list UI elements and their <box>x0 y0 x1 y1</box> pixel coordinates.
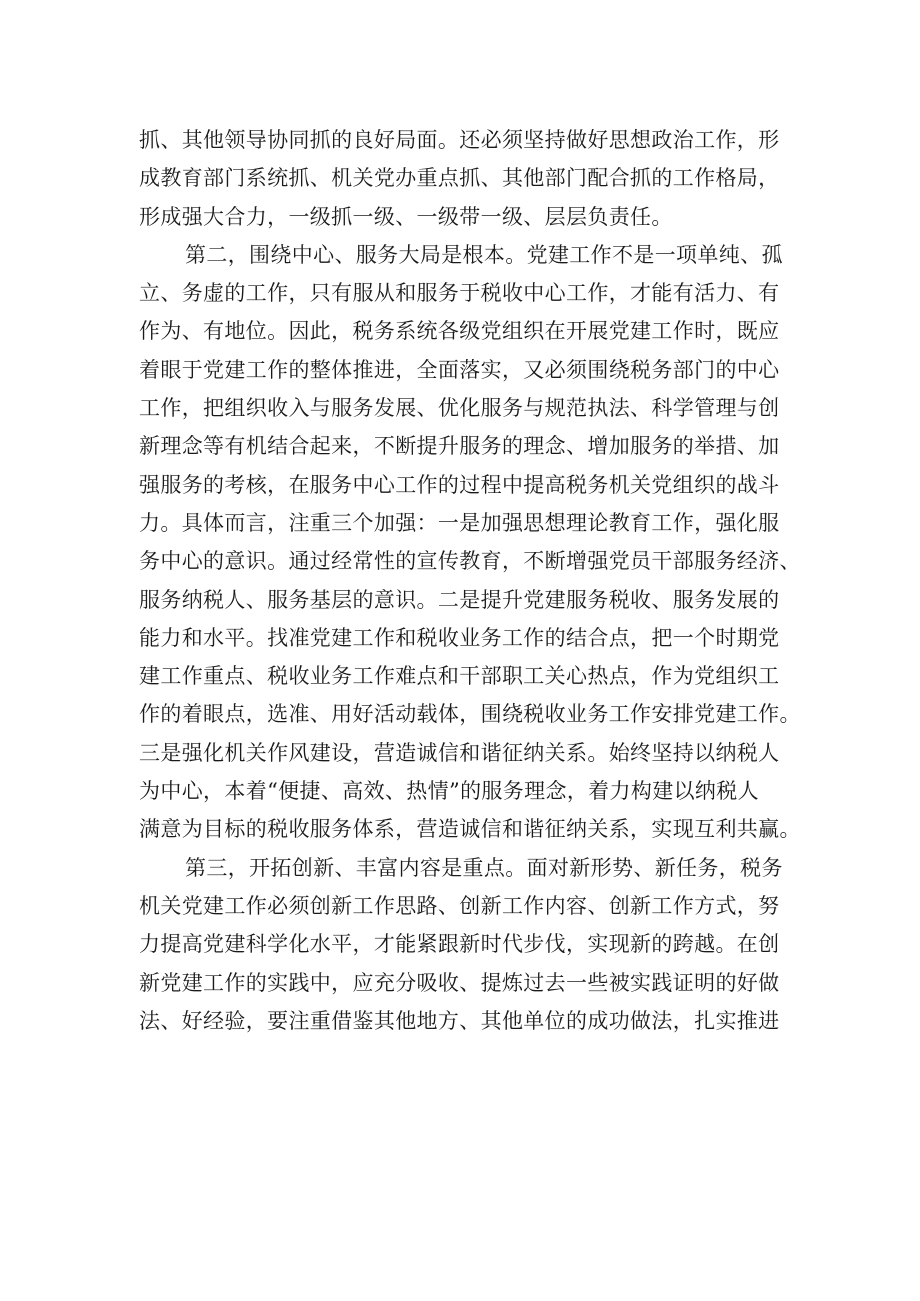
paragraph-start-line: 第三，开拓创新、丰富内容是重点。面对新形势、新任务，税务 <box>185 855 783 880</box>
document-body <box>139 121 819 1040</box>
text-line: 着眼于党建工作的整体推进，全面落实，又必须围绕税务部门的中心 <box>139 357 780 382</box>
text-line: 三是强化机关作风建设，营造诚信和谐征纳关系。始终坚持以纳税人 <box>139 740 780 765</box>
text-line: 力。具体而言，注重三个加强：一是加强思想理论教育工作，强化服 <box>139 510 780 535</box>
text-line: 作的着眼点，选准、用好活动载体，围绕税收业务工作安排党建工作。 <box>139 702 801 727</box>
text-line: 强服务的考核，在服务中心工作的过程中提高税务机关党组织的战斗 <box>139 472 780 497</box>
text-line: 力提高党建科学化水平，才能紧跟新时代步伐，实现新的跨越。在创 <box>139 932 780 957</box>
text-line: 抓、其他领导协同抓的良好局面。还必须坚持做好思想政治工作，形 <box>139 128 780 152</box>
text-line: 新党建工作的实践中，应充分吸收、提炼过去一些被实践证明的好做 <box>139 970 780 995</box>
text-line: 能力和水平。找准党建工作和税收业务工作的结合点，把一个时期党 <box>139 625 780 650</box>
text-line: 满意为目标的税收服务体系，营造诚信和谐征纳关系，实现互利共赢。 <box>139 817 801 842</box>
text-line: 作为、有地位。因此，税务系统各级党组织在开展党建工作时，既应 <box>139 319 780 344</box>
text-line: 成教育部门系统抓、机关党办重点抓、其他部门配合抓的工作格局， <box>139 166 780 191</box>
text-line: 服务纳税人、服务基层的意识。二是提升党建服务税收、服务发展的 <box>139 587 780 612</box>
text-line: 法、好经验，要注重借鉴其他地方、其他单位的成功做法，扎实推进 <box>139 1008 780 1033</box>
text-line: 新理念等有机结合起来，不断提升服务的理念、增加服务的举措、加 <box>139 434 780 459</box>
text-line: 建工作重点、税收业务工作难点和干部职工关心热点，作为党组织工 <box>139 664 780 689</box>
text-line: 形成强大合力，一级抓一级、一级带一级、层层负责任。 <box>139 204 673 229</box>
text-line: 务中心的意识。通过经常性的宣传教育，不断增强党员干部服务经济、 <box>139 549 801 574</box>
text-line: 工作，把组织收入与服务发展、优化服务与规范执法、科学管理与创 <box>139 396 780 421</box>
text-line: 机关党建工作必须创新工作思路、创新工作内容、创新工作方式，努 <box>139 893 780 918</box>
text-line: 立、务虚的工作，只有服从和服务于税收中心工作，才能有活力、有 <box>139 281 780 306</box>
paragraph-start-line: 第二，围绕中心、服务大局是根本。党建工作不是一项单纯、孤 <box>185 242 783 267</box>
text-line: 为中心，本着“便捷、高效、热情”的服务理念，着力构建以纳税人 <box>139 779 759 804</box>
